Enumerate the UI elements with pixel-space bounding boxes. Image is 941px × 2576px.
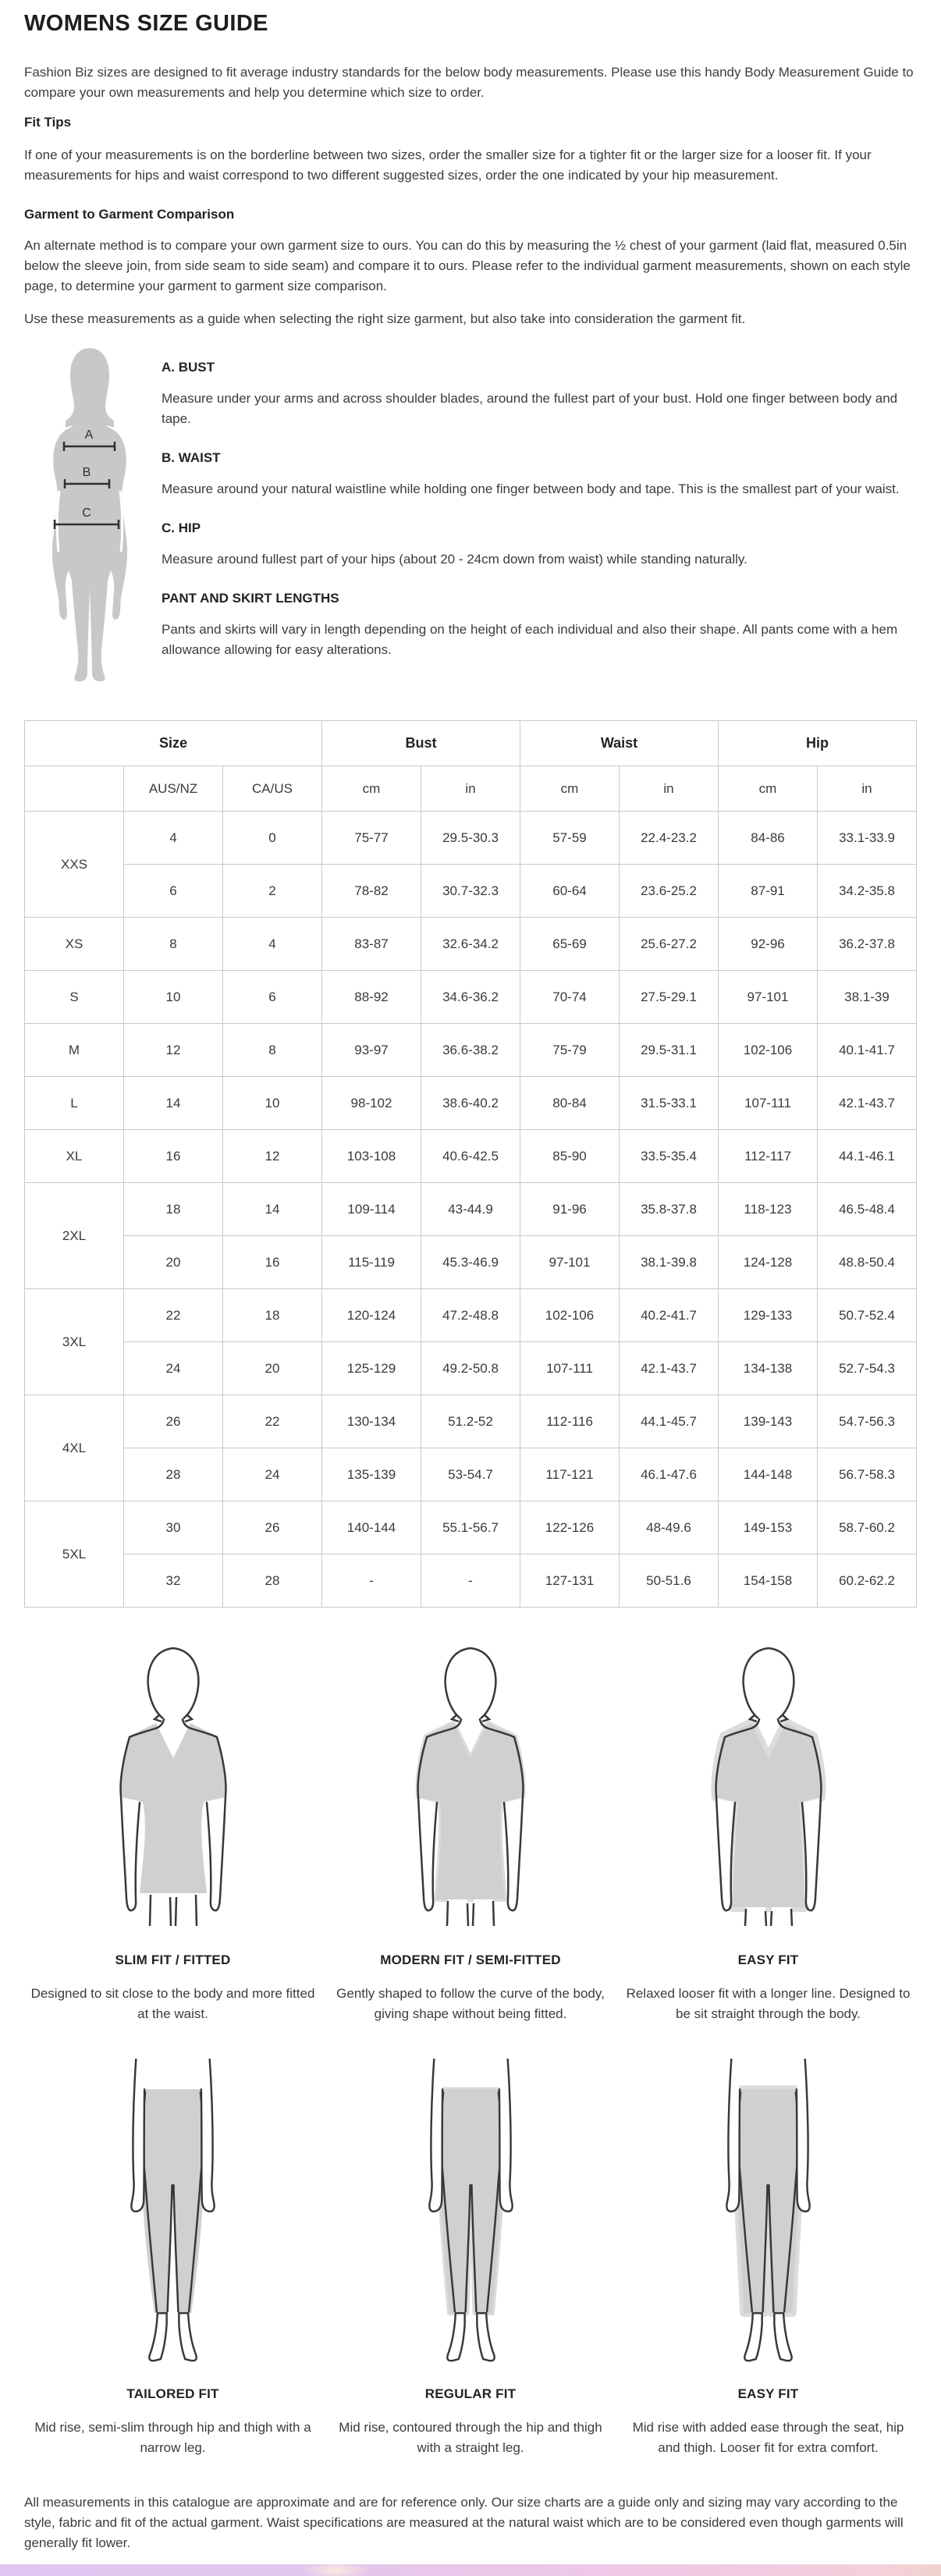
table-cell: 32.6-34.2 <box>421 918 520 971</box>
table-row <box>25 1395 917 1448</box>
table-cell: 154-158 <box>719 1554 818 1608</box>
table-cell: 92-96 <box>719 918 818 971</box>
pant-skirt-lengths-paragraph: Pants and skirts will vary in length depending on the height of each individual and also their shape. All pants come with a hem allowance allowing for easy alterations. <box>162 622 898 657</box>
table-row <box>25 865 917 918</box>
table-cell: 20 <box>223 1342 322 1395</box>
table-cell: 51.2-52 <box>421 1395 520 1448</box>
table-cell: 30.7-32.3 <box>421 865 520 918</box>
table-cell: 26 <box>124 1395 223 1448</box>
table-cell: 6 <box>124 865 223 918</box>
size-guide-page <box>24 11 917 2553</box>
table-cell: 4 <box>223 918 322 971</box>
size-label-cell: M <box>25 1024 124 1077</box>
body-measurement-section <box>24 346 917 686</box>
table-row <box>25 1236 917 1289</box>
body-silhouette-figure <box>39 346 140 682</box>
table-cell: 112-116 <box>520 1395 620 1448</box>
table-cell: 50.7-52.4 <box>818 1289 917 1342</box>
table-cell: 34.6-36.2 <box>421 971 520 1024</box>
intro-paragraph: Fashion Biz sizes are designed to fit average industry standards for the below body measurements. Please use this handy Body Measurement Guide to compare your own measurements and help you determine which size to order. <box>24 65 914 100</box>
table-cell: 135-139 <box>322 1448 421 1501</box>
table-sub-header-row <box>25 766 917 812</box>
fit-card-modern <box>322 1636 620 2024</box>
table-cell: 85-90 <box>520 1130 620 1183</box>
easy-fit-top-figure <box>652 1636 886 1926</box>
table-cell: 75-79 <box>520 1024 620 1077</box>
table-cell: 124-128 <box>719 1236 818 1289</box>
silhouette-body <box>52 415 127 681</box>
table-cell: 52.7-54.3 <box>818 1342 917 1395</box>
tailored-fit-label: TAILORED FIT <box>126 2386 219 2401</box>
fit-tips-paragraph: If one of your measurements is on the borderline between two sizes, order the smaller size for a tighter fit or the larger size for a looser fit. If your measurements for hips and waist correspond to two different suggested sizes, order the one indicated by your hip measurement. <box>24 147 872 183</box>
table-cell: 18 <box>124 1183 223 1236</box>
size-label-cell: 5XL <box>25 1501 124 1608</box>
page-title: WOMENS SIZE GUIDE <box>24 11 268 36</box>
table-cell: 25.6-27.2 <box>620 918 719 971</box>
measure-label-b: B <box>82 466 91 479</box>
table-cell: 20 <box>124 1236 223 1289</box>
table-cell: 22.4-23.2 <box>620 812 719 865</box>
table-group-header-row <box>25 721 917 766</box>
table-cell: 107-111 <box>719 1077 818 1130</box>
garment-note-paragraph: Use these measurements as a guide when selecting the right size garment, but also take into consideration the garment fit. <box>24 311 746 326</box>
table-cell: 93-97 <box>322 1024 421 1077</box>
table-cell: 127-131 <box>520 1554 620 1608</box>
garment-comparison-paragraph: An alternate method is to compare your own garment size to ours. You can do this by measuring the ½ chest of your garment (laid flat, measured 0.5in below the sleeve join, from side seam to side seam) and compare it to ours. Please refer to the individual garment measurements, shown on each style page, to determine your garment to garment size comparison. <box>24 238 911 293</box>
table-cell: 130-134 <box>322 1395 421 1448</box>
table-cell: 31.5-33.1 <box>620 1077 719 1130</box>
modern-fit-label: MODERN FIT / SEMI-FITTED <box>380 1952 561 1967</box>
slim-fit-figure <box>56 1636 290 1926</box>
table-cell: 45.3-46.9 <box>421 1236 520 1289</box>
table-cell: 60-64 <box>520 865 620 918</box>
table-cell: 23.6-25.2 <box>620 865 719 918</box>
pant-fit-styles-row <box>24 2059 917 2458</box>
pant-skirt-lengths-block <box>162 590 917 660</box>
table-cell: 35.8-37.8 <box>620 1183 719 1236</box>
slim-fit-description: Designed to sit close to the body and more fitted at the waist. <box>30 1986 315 2021</box>
table-cell: 107-111 <box>520 1342 620 1395</box>
table-cell: 2 <box>223 865 322 918</box>
table-cell: 0 <box>223 812 322 865</box>
table-cell: 58.7-60.2 <box>818 1501 917 1554</box>
footer-disclaimer: All measurements in this catalogue are approximate and are for reference only. Our size charts are a guide only and sizing may vary according to the style, fabric and fit of the actual garment. Waist specifications are measured at the natural waist which are to be considered even though garments will generally fit lower. <box>24 2495 904 2550</box>
table-cell: 120-124 <box>322 1289 421 1342</box>
sub-header-hip-in: in <box>818 766 917 812</box>
fit-card-easy-pant <box>620 2059 917 2458</box>
sub-header-waist-cm: cm <box>520 766 620 812</box>
table-cell: 29.5-30.3 <box>421 812 520 865</box>
table-cell: 91-96 <box>520 1183 620 1236</box>
size-label-cell: 4XL <box>25 1395 124 1501</box>
table-cell: 47.2-48.8 <box>421 1289 520 1342</box>
group-header-waist: Waist <box>520 721 719 766</box>
table-cell: 36.6-38.2 <box>421 1024 520 1077</box>
table-cell: 10 <box>223 1077 322 1130</box>
table-cell: 42.1-43.7 <box>620 1342 719 1395</box>
size-label-cell: 3XL <box>25 1289 124 1395</box>
size-label-cell: L <box>25 1077 124 1130</box>
table-cell: 33.5-35.4 <box>620 1130 719 1183</box>
table-cell: 149-153 <box>719 1501 818 1554</box>
table-cell: 54.7-56.3 <box>818 1395 917 1448</box>
fit-card-easy-top <box>620 1636 917 2024</box>
regular-fit-description: Mid rise, contoured through the hip and thigh with a straight leg. <box>339 2420 602 2455</box>
hip-paragraph: Measure around fullest part of your hips (about 20 - 24cm down from waist) while standing naturally. <box>162 552 747 567</box>
bust-paragraph: Measure under your arms and across shoulder blades, around the fullest part of your bust. Hold one finger between body and tape. <box>162 391 898 426</box>
regular-fit-label: REGULAR FIT <box>424 2386 517 2401</box>
table-cell: 33.1-33.9 <box>818 812 917 865</box>
table-cell: 16 <box>223 1236 322 1289</box>
group-header-size: Size <box>25 721 322 766</box>
table-cell: 40.6-42.5 <box>421 1130 520 1183</box>
table-cell: 139-143 <box>719 1395 818 1448</box>
table-row <box>25 1342 917 1395</box>
size-label-cell: XXS <box>25 812 124 918</box>
table-cell: 109-114 <box>322 1183 421 1236</box>
sub-header-ausnz: AUS/NZ <box>124 766 223 812</box>
table-cell: 75-77 <box>322 812 421 865</box>
table-cell: 44.1-45.7 <box>620 1395 719 1448</box>
table-cell: 14 <box>223 1183 322 1236</box>
table-cell: 115-119 <box>322 1236 421 1289</box>
group-header-bust: Bust <box>322 721 520 766</box>
fit-card-regular <box>322 2059 620 2458</box>
measure-label-a: A <box>84 428 94 442</box>
table-cell: 38.1-39.8 <box>620 1236 719 1289</box>
size-label-cell: 2XL <box>25 1183 124 1289</box>
regular-fit-figure-svg <box>356 2059 586 2363</box>
table-cell: 24 <box>124 1342 223 1395</box>
size-label-cell: S <box>25 971 124 1024</box>
modern-fit-figure <box>353 1636 588 1926</box>
table-row <box>25 1554 917 1608</box>
fit-card-tailored <box>24 2059 321 2458</box>
table-cell: 8 <box>223 1024 322 1077</box>
table-cell: 22 <box>124 1289 223 1342</box>
slim-fit-label: SLIM FIT / FITTED <box>115 1952 231 1967</box>
size-label-cell: XL <box>25 1130 124 1183</box>
hip-heading: C. HIP <box>162 521 201 535</box>
table-cell: 53-54.7 <box>421 1448 520 1501</box>
waist-heading: B. WAIST <box>162 450 221 465</box>
easy-fit-pant-label: EASY FIT <box>737 2386 799 2401</box>
table-cell: 18 <box>223 1289 322 1342</box>
table-row <box>25 918 917 971</box>
table-cell: 87-91 <box>719 865 818 918</box>
table-cell: 65-69 <box>520 918 620 971</box>
table-row <box>25 971 917 1024</box>
table-cell: 28 <box>124 1448 223 1501</box>
table-cell: 134-138 <box>719 1342 818 1395</box>
easy-fit-pant-description: Mid rise with added ease through the seat, hip and thigh. Looser fit for extra comfort. <box>632 2420 904 2455</box>
table-cell: 29.5-31.1 <box>620 1024 719 1077</box>
table-row <box>25 1501 917 1554</box>
table-cell: 26 <box>223 1501 322 1554</box>
table-cell: 83-87 <box>322 918 421 971</box>
table-cell: 44.1-46.1 <box>818 1130 917 1183</box>
table-cell: 12 <box>223 1130 322 1183</box>
table-row <box>25 1024 917 1077</box>
table-cell: 12 <box>124 1024 223 1077</box>
table-cell: 140-144 <box>322 1501 421 1554</box>
table-cell: 55.1-56.7 <box>421 1501 520 1554</box>
table-cell: 6 <box>223 971 322 1024</box>
sub-header-hip-cm: cm <box>719 766 818 812</box>
table-row <box>25 812 917 865</box>
table-cell: 48.8-50.4 <box>818 1236 917 1289</box>
easy-fit-pant-figure-svg <box>653 2059 883 2363</box>
garment-comparison-heading: Garment to Garment Comparison <box>24 207 235 222</box>
measurement-text-column <box>162 346 917 686</box>
table-cell: 102-106 <box>520 1289 620 1342</box>
table-cell: 42.1-43.7 <box>818 1077 917 1130</box>
table-cell: 40.2-41.7 <box>620 1289 719 1342</box>
table-cell: 78-82 <box>322 865 421 918</box>
table-cell: 16 <box>124 1130 223 1183</box>
table-cell: 28 <box>223 1554 322 1608</box>
size-label-cell: XS <box>25 918 124 971</box>
table-cell: 48-49.6 <box>620 1501 719 1554</box>
table-cell: 4 <box>124 812 223 865</box>
table-row <box>25 1077 917 1130</box>
size-chart-table <box>24 720 917 1608</box>
modern-fit-description: Gently shaped to follow the curve of the body, giving shape without being fitted. <box>336 1986 605 2021</box>
pant-skirt-lengths-heading: PANT AND SKIRT LENGTHS <box>162 591 339 606</box>
table-cell: 36.2-37.8 <box>818 918 917 971</box>
table-cell: 40.1-41.7 <box>818 1024 917 1077</box>
table-cell: 97-101 <box>520 1236 620 1289</box>
easy-fit-pant-figure <box>653 2059 883 2363</box>
bottom-gradient-banner <box>0 2564 941 2576</box>
table-cell: 88-92 <box>322 971 421 1024</box>
waist-paragraph: Measure around your natural waistline while holding one finger between body and tape. This is the smallest part of your waist. <box>162 481 900 496</box>
sub-header-blank <box>25 766 124 812</box>
easy-fit-top-description: Relaxed looser fit with a longer line. Designed to be sit straight through the body. <box>626 1986 911 2021</box>
sub-header-waist-in: in <box>620 766 719 812</box>
sub-header-bust-cm: cm <box>322 766 421 812</box>
table-cell: 117-121 <box>520 1448 620 1501</box>
sub-header-bust-in: in <box>421 766 520 812</box>
regular-fit-figure <box>356 2059 586 2363</box>
table-cell: 102-106 <box>719 1024 818 1077</box>
tailored-fit-figure-svg <box>58 2059 288 2363</box>
tailored-fit-figure <box>58 2059 288 2363</box>
table-row <box>25 1448 917 1501</box>
fit-tips-heading: Fit Tips <box>24 115 72 130</box>
modern-fit-figure-svg <box>353 1636 588 1926</box>
tailored-fit-description: Mid rise, semi-slim through hip and thigh with a narrow leg. <box>34 2420 311 2455</box>
table-cell: 46.1-47.6 <box>620 1448 719 1501</box>
table-row <box>25 1289 917 1342</box>
table-cell: 70-74 <box>520 971 620 1024</box>
table-row <box>25 1130 917 1183</box>
table-cell: 112-117 <box>719 1130 818 1183</box>
table-cell: 22 <box>223 1395 322 1448</box>
table-cell: 38.6-40.2 <box>421 1077 520 1130</box>
table-cell: 43-44.9 <box>421 1183 520 1236</box>
easy-fit-top-label: EASY FIT <box>737 1952 799 1967</box>
table-cell: - <box>421 1554 520 1608</box>
easy-fit-top-figure-svg <box>652 1636 886 1926</box>
table-cell: 84-86 <box>719 812 818 865</box>
table-cell: 24 <box>223 1448 322 1501</box>
table-cell: 98-102 <box>322 1077 421 1130</box>
table-cell: 38.1-39 <box>818 971 917 1024</box>
table-cell: 60.2-62.2 <box>818 1554 917 1608</box>
table-cell: 118-123 <box>719 1183 818 1236</box>
bust-block <box>162 359 917 429</box>
top-fit-styles-row <box>24 1636 917 2024</box>
bust-heading: A. BUST <box>162 360 215 375</box>
table-row <box>25 1183 917 1236</box>
size-table-body <box>25 812 917 1608</box>
table-cell: 46.5-48.4 <box>818 1183 917 1236</box>
slim-fit-figure-svg <box>56 1636 290 1926</box>
table-cell: 125-129 <box>322 1342 421 1395</box>
table-cell: 56.7-58.3 <box>818 1448 917 1501</box>
table-cell: - <box>322 1554 421 1608</box>
table-cell: 80-84 <box>520 1077 620 1130</box>
table-cell: 10 <box>124 971 223 1024</box>
table-cell: 57-59 <box>520 812 620 865</box>
table-cell: 103-108 <box>322 1130 421 1183</box>
table-cell: 8 <box>124 918 223 971</box>
table-cell: 27.5-29.1 <box>620 971 719 1024</box>
table-cell: 50-51.6 <box>620 1554 719 1608</box>
table-cell: 49.2-50.8 <box>421 1342 520 1395</box>
table-cell: 14 <box>124 1077 223 1130</box>
table-cell: 122-126 <box>520 1501 620 1554</box>
measurement-figure-column <box>24 346 162 686</box>
table-cell: 32 <box>124 1554 223 1608</box>
table-cell: 144-148 <box>719 1448 818 1501</box>
sub-header-caus: CA/US <box>223 766 322 812</box>
table-cell: 97-101 <box>719 971 818 1024</box>
table-cell: 129-133 <box>719 1289 818 1342</box>
table-cell: 34.2-35.8 <box>818 865 917 918</box>
fit-card-slim <box>24 1636 321 2024</box>
waist-block <box>162 449 917 499</box>
table-cell: 30 <box>124 1501 223 1554</box>
group-header-hip: Hip <box>719 721 917 766</box>
hip-block <box>162 520 917 570</box>
measure-label-c: C <box>82 506 91 520</box>
